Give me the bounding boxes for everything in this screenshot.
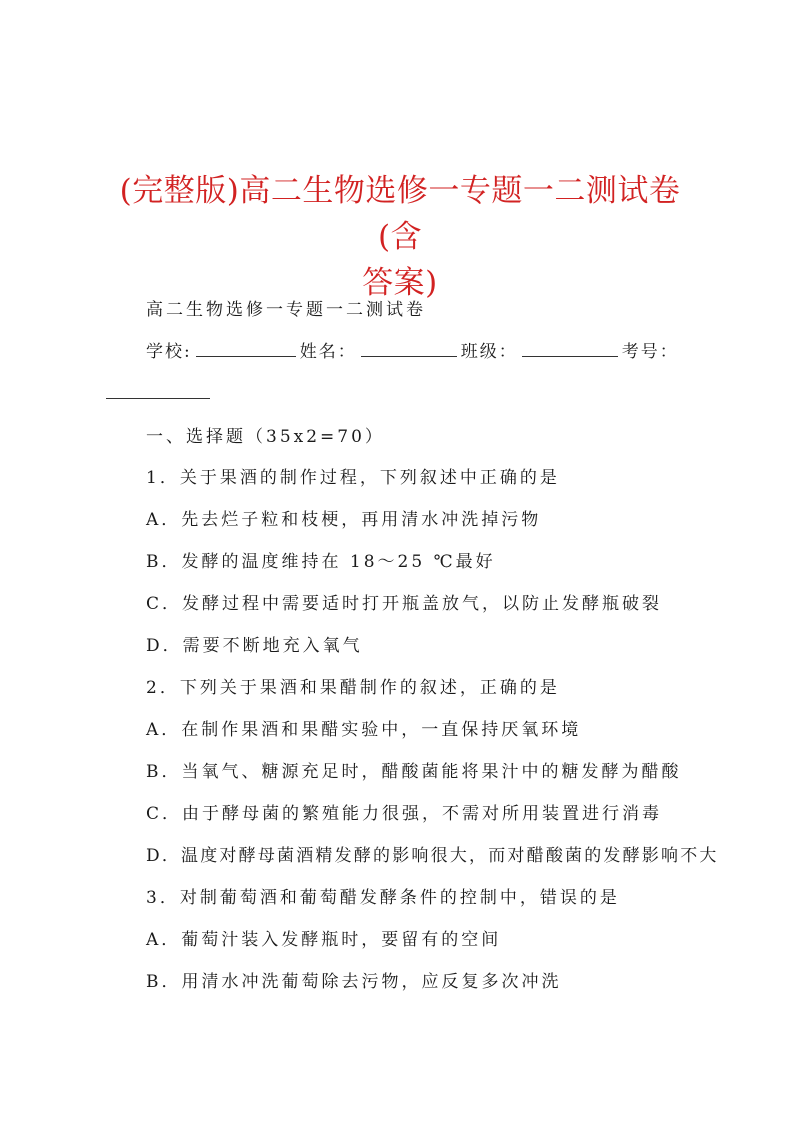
question-1-option-b: B．发酵的温度维持在 18～25 ℃最好 bbox=[146, 552, 496, 572]
question-1-stem: 1．关于果酒的制作过程，下列叙述中正确的是 bbox=[146, 468, 560, 488]
class-blank[interactable] bbox=[522, 340, 618, 357]
subtitle: 高二生物选修一专题一二测试卷 bbox=[146, 300, 426, 320]
question-2-option-b: B．当氧气、糖源充足时，醋酸菌能将果汁中的糖发酵为醋酸 bbox=[146, 762, 682, 782]
question-2-option-d: D．温度对酵母菌酒精发酵的影响很大，而对醋酸菌的发酵影响不大 bbox=[146, 846, 719, 866]
school-label: 学校: bbox=[146, 342, 192, 362]
number-label: 考号： bbox=[621, 342, 679, 362]
question-1-option-a: A．先去烂子粒和枝梗，再用清水冲洗掉污物 bbox=[146, 510, 542, 530]
class-label: 班级： bbox=[460, 342, 518, 362]
question-2-stem: 2．下列关于果酒和果醋制作的叙述，正确的是 bbox=[146, 678, 560, 698]
student-info-fields bbox=[146, 340, 679, 363]
document-title bbox=[100, 168, 700, 306]
title-line-2: 答案) bbox=[362, 265, 438, 301]
question-1-option-d: D．需要不断地充入氧气 bbox=[146, 636, 363, 656]
name-label: 姓名： bbox=[299, 342, 357, 362]
question-2-option-a: A．在制作果酒和果醋实验中，一直保持厌氧环境 bbox=[146, 720, 582, 740]
number-blank[interactable] bbox=[106, 398, 210, 399]
question-3-option-b: B．用清水冲洗葡萄除去污物，应反复多次冲洗 bbox=[146, 972, 562, 992]
school-blank[interactable] bbox=[196, 340, 296, 357]
question-1-option-c: C．发酵过程中需要适时打开瓶盖放气，以防止发酵瓶破裂 bbox=[146, 594, 663, 614]
question-3-stem: 3．对制葡萄酒和葡萄醋发酵条件的控制中，错误的是 bbox=[146, 888, 620, 908]
question-2-option-c: C．由于酵母菌的繁殖能力很强，不需对所用装置进行消毒 bbox=[146, 804, 663, 824]
question-3-option-a: A．葡萄汁装入发酵瓶时，要留有的空间 bbox=[146, 930, 502, 950]
name-blank[interactable] bbox=[361, 340, 457, 357]
section-heading: 一、选择题（35x2=70） bbox=[146, 427, 385, 447]
title-line-1: (完整版)高二生物选修一专题一二测试卷(含 bbox=[119, 173, 681, 255]
